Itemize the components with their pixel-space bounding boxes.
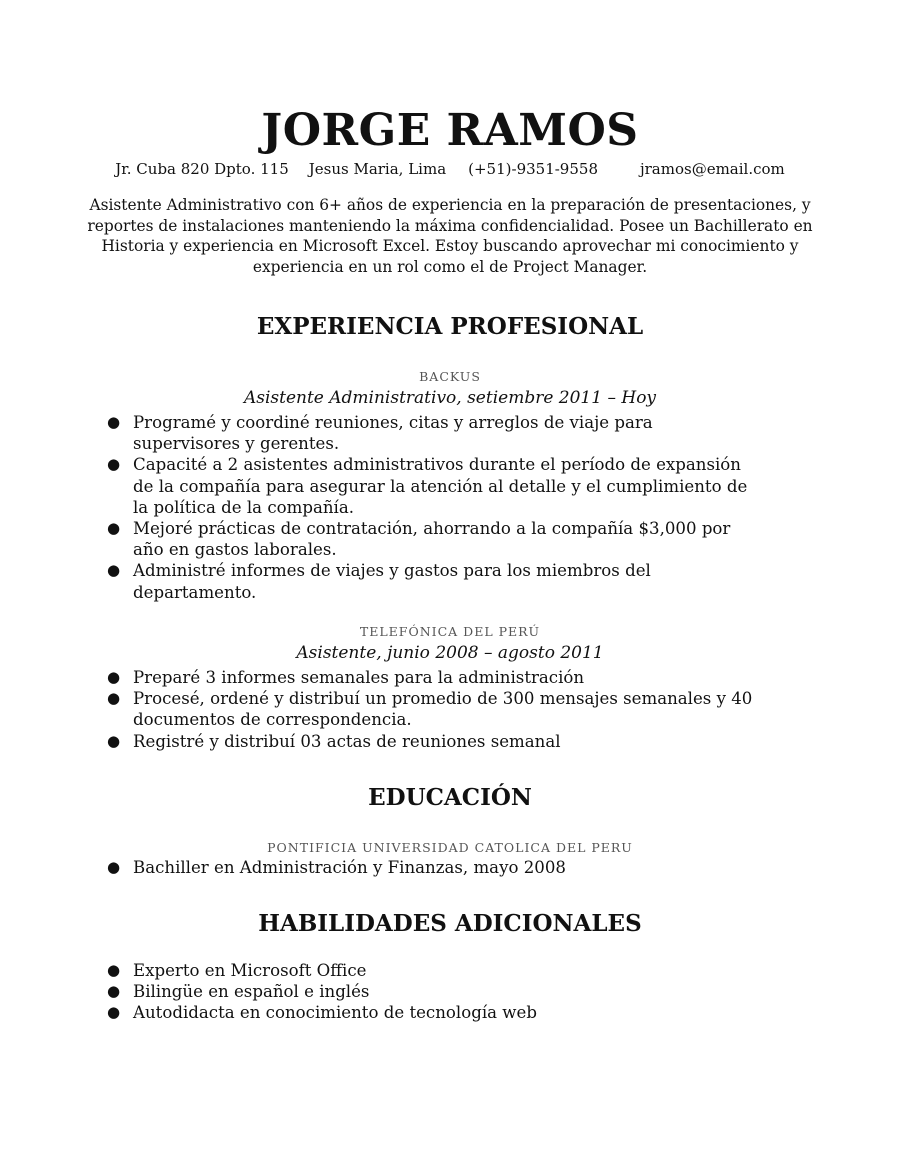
job-role: Asistente, junio 2008 – agosto 2011 — [296, 643, 604, 663]
list-item: ● Capacité a 2 asistentes administrativos durante el período de expansión de la compañía para asegurar la atención al detalle y el cumplimiento de la política de la compañía. — [107, 455, 748, 517]
bullet-icon: ● — [107, 413, 121, 431]
address: Jr. Cuba 820 Dpto. 115 — [115, 160, 289, 178]
bullet-icon: ● — [107, 561, 121, 580]
bullet-icon: ● — [107, 858, 121, 876]
list-item: ● Experto en Microsoft Office — [107, 961, 367, 980]
school-name: PONTIFICIA UNIVERSIDAD CATOLICA DEL PERU — [267, 840, 633, 855]
job-bullets — [104, 412, 764, 603]
company-name: TELEFÓNICA DEL PERÚ — [359, 624, 541, 639]
section-title-education: EDUCACIÓN — [368, 784, 532, 811]
skills-bullets — [104, 960, 764, 1024]
job-role: Asistente Administrativo, setiembre 2011 – Hoy — [243, 388, 657, 408]
job-bullets — [104, 667, 764, 752]
list-item: ● Bilingüe en español e inglés — [107, 982, 370, 1002]
list-item: ● Procesé, ordené y distribuí un promedio de 300 mensajes semanales y 40 documentos de correspondencia. — [107, 689, 753, 730]
bullet-icon: ● — [107, 731, 121, 750]
email: jramos@email.com — [639, 160, 785, 178]
list-item: ● Autodidacta en conocimiento de tecnología web — [107, 1003, 537, 1023]
professional-summary: Asistente Administrativo con 6+ años de experiencia en la preparación de presentaciones, y reportes de instalaciones manteniendo la máxima confidencialidad. Posee un Bachillerato en Historia y experiencia en Microsoft Excel. Estoy buscando aprovechar mi conocimiento y experiencia en un rol como el de Project Manager. — [87, 196, 813, 276]
candidate-name: JORGE RAMOS — [261, 105, 639, 156]
list-item: ● Preparé 3 informes semanales para la administración — [107, 668, 585, 687]
bullet-icon: ● — [107, 519, 121, 538]
bullet-icon: ● — [107, 1003, 121, 1022]
bullet-icon: ● — [107, 455, 121, 474]
bullet-icon: ● — [107, 961, 121, 979]
section-title-experience: EXPERIENCIA PROFESIONAL — [256, 313, 644, 340]
list-item: ● Mejoré prácticas de contratación, ahorrando a la compañía $3,000 por año en gastos laborales. — [107, 519, 731, 560]
bullet-icon: ● — [107, 668, 121, 686]
section-title-skills: HABILIDADES ADICIONALES — [258, 910, 642, 937]
contact-line — [0, 159, 900, 179]
education-bullets — [104, 857, 764, 878]
list-item: ● Administré informes de viajes y gastos para los miembros del departamento. — [107, 561, 651, 602]
list-item: ● Programé y coordiné reuniones, citas y arreglos de viaje para supervisores y gerentes. — [107, 413, 653, 454]
district: Jesus Maria, Lima — [308, 160, 447, 178]
list-item: ● Bachiller en Administración y Finanzas, mayo 2008 — [107, 858, 566, 877]
bullet-icon: ● — [107, 689, 121, 708]
phone: (+51)-9351-9558 — [468, 160, 598, 178]
bullet-icon: ● — [107, 982, 121, 1001]
list-item: ● Registré y distribuí 03 actas de reuniones semanal — [107, 731, 561, 751]
company-name: BACKUS — [419, 369, 481, 384]
